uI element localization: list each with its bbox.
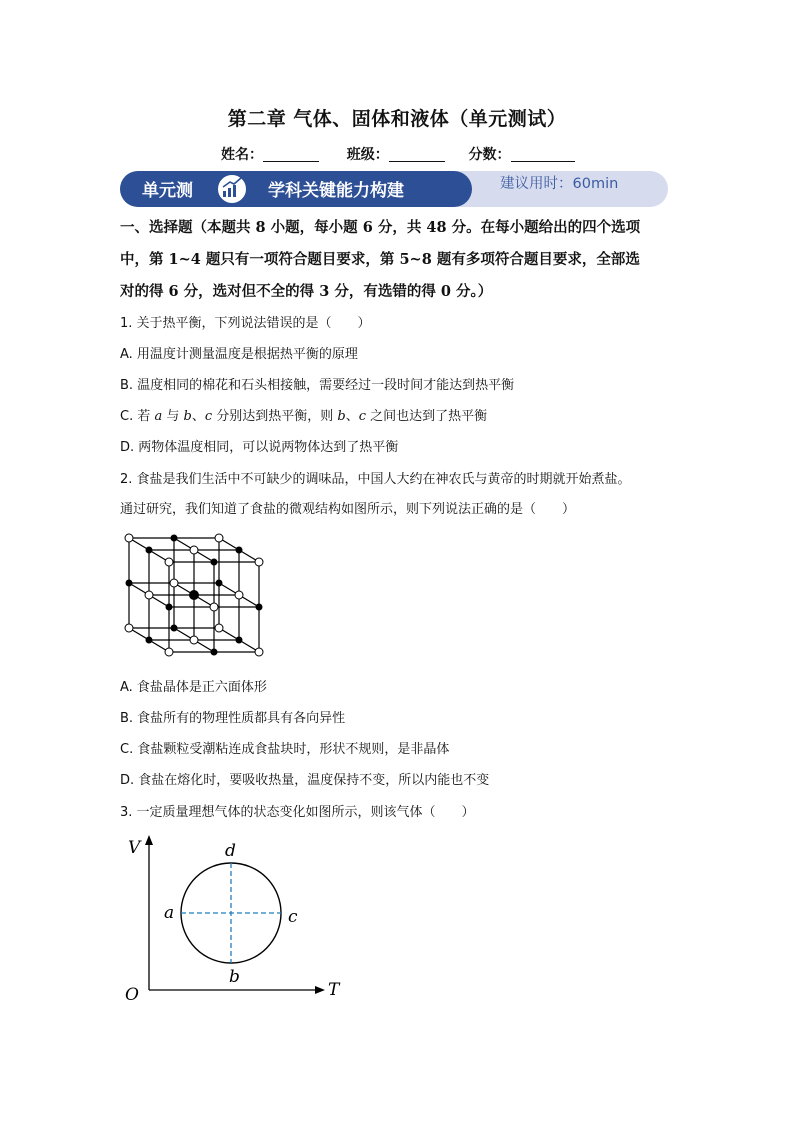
section-line-1: 一、选择题（本题共 8 小题，每小题 6 分，共 48 分。在每小题给出的四个选项 bbox=[120, 219, 641, 236]
q2-stem-line-1: 2. 食盐是我们生活中不可缺少的调味品，中国人大约在神农氏与黄帝的时期就开始煮盐。 bbox=[120, 472, 631, 487]
q1-c-text: C. 若 bbox=[120, 409, 155, 424]
point-a-label: a bbox=[164, 903, 175, 923]
q1-c-text: 之间也达到了热平衡 bbox=[366, 409, 488, 424]
var-c: c bbox=[358, 409, 367, 424]
chart-growth-icon bbox=[217, 174, 247, 204]
q1-option-a[interactable]: A. 用温度计测量温度是根据热平衡的原理 bbox=[120, 347, 358, 362]
v-axis-label: V bbox=[128, 838, 141, 858]
q2-stem-line-2: 通过研究，我们知道了食盐的微观结构如图所示，则下列说法正确的是（ ） bbox=[120, 502, 576, 517]
score-label: 分数： bbox=[468, 147, 511, 163]
q1-c-text: 、 bbox=[191, 409, 205, 424]
point-c-label: c bbox=[288, 907, 298, 927]
page-title: 第二章 气体、固体和液体（单元测试） bbox=[227, 108, 567, 130]
t-axis-arrow bbox=[315, 986, 325, 994]
banner-left-text: 单元测 bbox=[142, 181, 193, 201]
q1-c-text: 与 bbox=[162, 409, 184, 424]
section-header bbox=[120, 212, 680, 308]
section-line-3: 对的得 6 分，选对但不全的得 3 分，有选错的得 0 分。） bbox=[120, 283, 493, 300]
var-c: c bbox=[204, 409, 213, 424]
banner-right-text: 建议用时：60min bbox=[500, 176, 619, 192]
unit-test-banner bbox=[120, 170, 670, 208]
q2-option-a[interactable]: A. 食盐晶体是正六面体形 bbox=[120, 680, 267, 695]
var-b: b bbox=[183, 409, 192, 424]
q1-option-c[interactable] bbox=[120, 405, 487, 424]
var-b: b bbox=[337, 409, 346, 424]
q1-c-text: 、 bbox=[345, 409, 359, 424]
q1-option-d[interactable]: D. 两物体温度相同，可以说两物体达到了热平衡 bbox=[120, 440, 399, 455]
point-b-label: b bbox=[229, 967, 240, 987]
v-axis-arrow bbox=[145, 835, 153, 845]
q3-stem: 3. 一定质量理想气体的状态变化如图所示，则该气体（ ） bbox=[120, 805, 475, 820]
var-a: a bbox=[154, 409, 163, 424]
q1-c-text: 分别达到热平衡，则 bbox=[212, 409, 338, 424]
vt-diagram bbox=[120, 832, 350, 1007]
q1-option-b[interactable]: B. 温度相同的棉花和石头相接触，需要经过一段时间才能达到热平衡 bbox=[120, 378, 515, 393]
origin-label: O bbox=[125, 985, 139, 1005]
q2-option-d[interactable]: D. 食盐在熔化时，要吸收热量，温度保持不变，所以内能也不变 bbox=[120, 773, 490, 788]
score-blank[interactable] bbox=[511, 145, 575, 162]
nacl-lattice-figure bbox=[120, 528, 270, 664]
banner-middle-text: 学科关键能力构建 bbox=[268, 181, 404, 201]
t-axis-label: T bbox=[328, 980, 340, 1000]
student-info bbox=[221, 144, 575, 164]
name-blank[interactable] bbox=[263, 145, 319, 162]
class-label: 班级： bbox=[346, 147, 389, 163]
q1-stem: 1. 关于热平衡，下列说法错误的是（ ） bbox=[120, 316, 371, 331]
name-label: 姓名： bbox=[221, 147, 263, 163]
point-d-label: d bbox=[225, 841, 236, 861]
q2-option-c[interactable]: C. 食盐颗粒受潮粘连成食盐块时，形状不规则，是非晶体 bbox=[120, 742, 450, 757]
q2-option-b[interactable]: B. 食盐所有的物理性质都具有各向异性 bbox=[120, 711, 346, 726]
section-line-2: 中，第 1~4 题只有一项符合题目要求，第 5~8 题有多项符合题目要求，全部选 bbox=[120, 251, 640, 268]
class-blank[interactable] bbox=[389, 145, 445, 162]
